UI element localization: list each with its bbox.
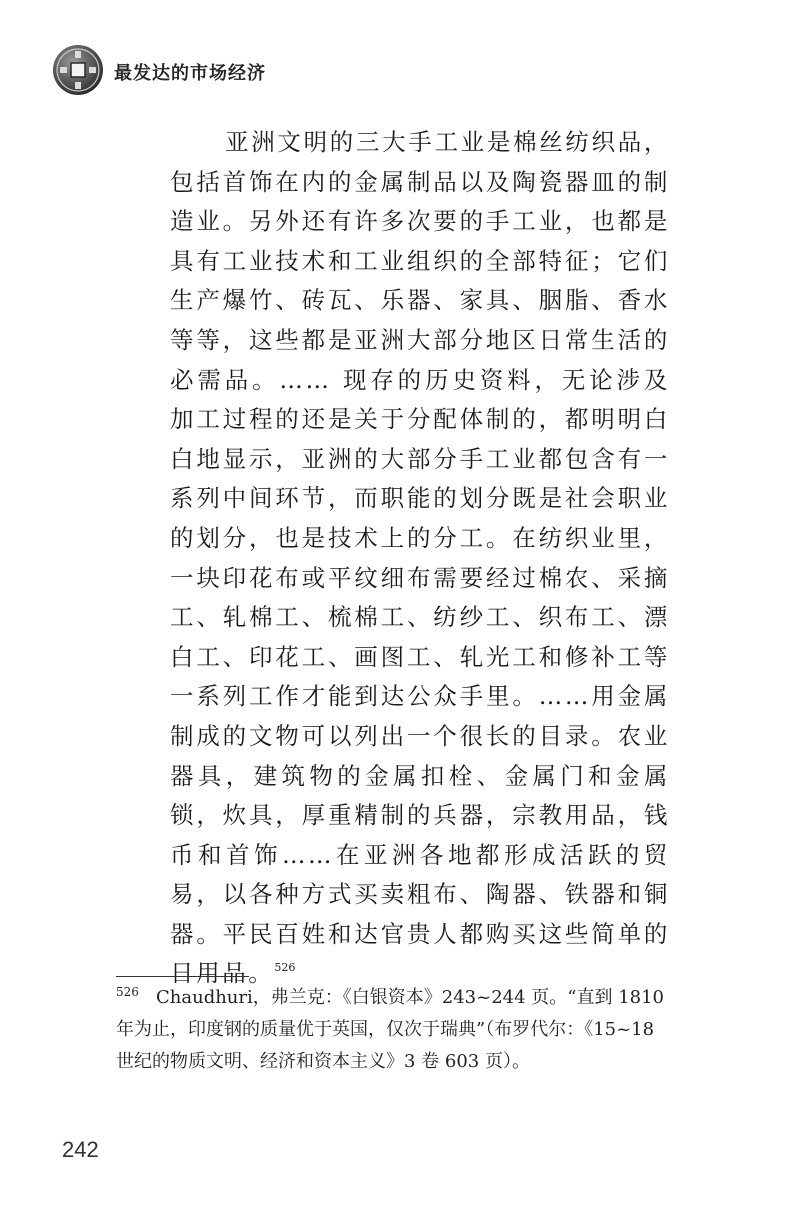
quote-text: 亚洲文明的三大手工业是棉丝纺织品，包括首饰在内的金属制品以及陶瓷器皿的制造业。另外还有许多次要的手工业，也都是具有工业技术和工业组织的全部特征；它们生产爆竹、砖瓦、乐器、家具、胭脂、香水等等，这些都是亚洲大部分地区日常生活的必需品。…… 现存的历史资料，无论涉及加工过程的还是关于分配体制的，都明明白白地显示，亚洲的大部分手工业都包含有一系列中间环节，而职能的划分既是社会职业的划分，也是技术上的分工。在纺织业里，一块印花布或平纹细布需要经过棉农、采摘工、轧棉工、梳棉工、纺纱工、织布工、漂白工、印花工、画图工、轧光工和修补工等一系列工作才能到达公众手里。……用金属制成的文物可以列出一个很长的目录。农业器具，建筑物的金属扣栓、金属门和金属锁，炊具，厚重精制的兵器，宗教用品，钱币和首饰……在亚洲各地都形成活跃的贸易，以各种方式买卖粗布、陶器、铁器和铜器。平民百姓和达官贵人都购买这些简单的日用品。 [170, 128, 670, 988]
page-number: 242 [62, 1137, 99, 1162]
footnote-reference: 526 [274, 961, 296, 975]
coin-icon [52, 44, 104, 96]
footnote-divider [116, 976, 249, 977]
footnote-text: Chaudhuri，弗兰克：《白银资本》243~244 页。“直到 1810 年为止，印度钢的质量优于英国，仅次于瑞典”（布罗代尔：《15~18 世纪的物质文明、经济和资本主义》3 卷 603 页）。 [116, 987, 665, 1072]
footnote: 526 Chaudhuri，弗兰克：《白银资本》243~244 页。“直到 1810 年为止，印度钢的质量优于英国，仅次于瑞典”（布罗代尔：《15~18 世纪的物质文明、经济和资本主义》3 卷 603 页）。 [116, 985, 665, 1072]
quote-block [170, 123, 670, 994]
running-head: 最发达的市场经济 [114, 63, 266, 84]
